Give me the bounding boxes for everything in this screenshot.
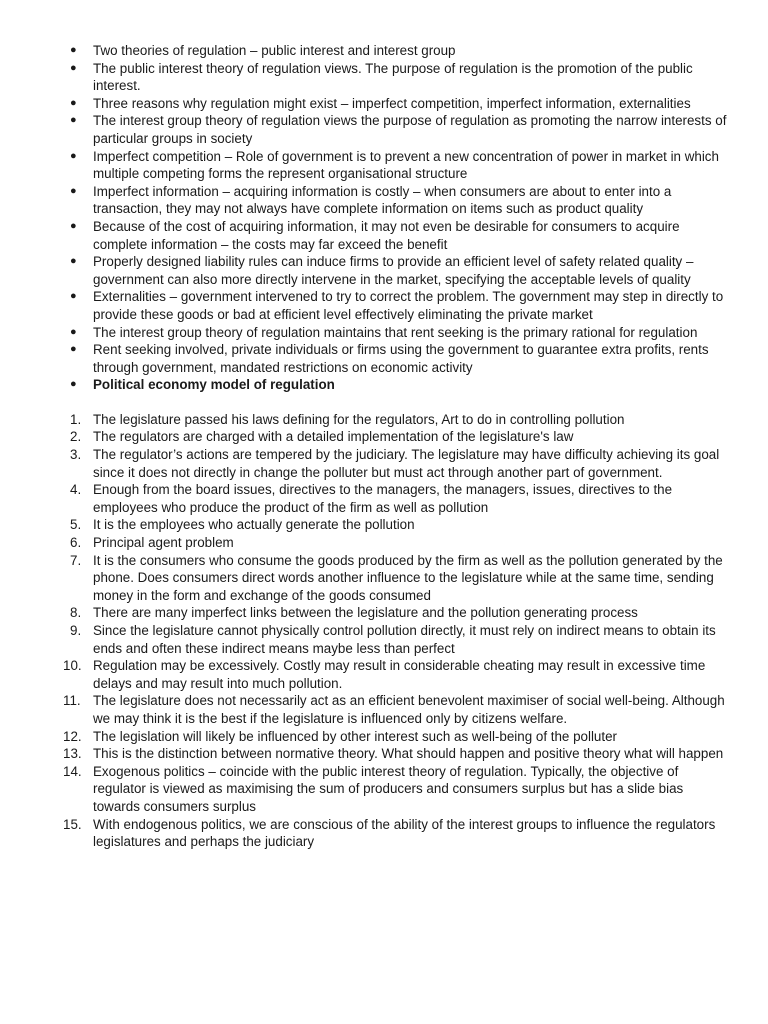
list-item [70,324,728,342]
list-item-text: Externalities – government intervened to try to correct the problem. The government may step in directly to provide these goods or bad at efficient level effectively eliminating the private market [93,289,724,322]
bullet-list [70,42,728,376]
item-number: 6. [70,535,82,551]
bullet-icon: ● [70,255,77,268]
list-item-text: The interest group theory of regulation maintains that rent seeking is the primary rational for regulation [93,324,698,340]
numbered-item [70,481,728,516]
item-number: 2. [70,429,82,445]
list-item [70,288,728,323]
numbered-list [63,411,728,851]
numbered-item [70,428,728,446]
list-item [70,95,728,113]
bullet-icon: ● [70,149,77,162]
list-item-text: Imperfect competition – Role of government is to prevent a new concentration of power in market in which multiple competing forms the represent organisational structure [93,148,719,182]
list-item [70,341,728,376]
item-number: 9. [70,623,82,638]
bullet-icon: ● [70,44,77,56]
numbered-item-text: With endogenous politics, we are conscious of the ability of the interest groups to influence the regulators legislatures and perhaps the judiciary [93,816,716,850]
numbered-item-text: The legislation will likely be influenced by other interest such as well-being of the polluter [93,728,618,744]
list-item-text: The interest group theory of regulation views the purpose of regulation as promoting the narrow interests of particular groups in society [93,113,727,146]
numbered-item [63,816,728,851]
item-number: 14. [63,763,82,779]
numbered-item [70,516,728,534]
numbered-item [63,657,728,692]
numbered-item [70,552,728,605]
bullet-icon: ● [70,325,77,338]
numbered-item [70,446,728,481]
bullet-icon: ● [70,219,77,232]
list-item [70,60,728,95]
section-heading-text: Political economy model of regulation [93,377,335,393]
list-item [70,148,728,183]
section-heading [70,376,728,394]
numbered-item-text: Regulation may be excessively. Costly may result in considerable cheating may result in excessive time delays and may result into much pollution. [93,658,706,691]
list-item [70,218,728,253]
numbered-item-text: It is the employees who actually generate the pollution [93,517,415,533]
numbered-item-text: Exogenous politics – coincide with the public interest theory of regulation. Typically, the objective of regulator is viewed as maximising the sum of producers and consumers surplus but has a slide bias towards consumers surplus [93,763,684,814]
bullet-icon: ● [70,290,77,303]
list-item [70,253,728,288]
item-number: 10. [63,658,82,674]
numbered-item [70,604,728,622]
numbered-item-text: The regulators are charged with a detailed implementation of the legislature's law [93,429,574,445]
bullet-icon: ● [70,343,77,356]
item-number: 4. [70,482,82,498]
item-number: 1. [70,411,82,427]
numbered-item-text: Principal agent problem [93,535,234,551]
list-item-text: Properly designed liability rules can induce firms to provide an efficient level of safety related quality – government can also more directly intervene in the market, specifying the acceptable levels of quality [93,254,694,287]
list-item [70,42,728,60]
bullet-icon: ● [70,114,77,127]
list-item [70,112,728,147]
numbered-item [63,728,728,746]
numbered-item-text: Since the legislature cannot physically control pollution directly, it must rely on indirect means to obtain its ends and often these indirect means maybe less than perfect [93,623,716,656]
item-number: 11. [63,693,81,709]
section-heading-list [70,376,728,394]
numbered-item-text: The legislature does not necessarily act as an efficient benevolent maximiser of social well-being. Although we may think it is the best if the legislature is influenced only by citizens welfare. [93,693,725,726]
item-number: 3. [70,447,82,463]
numbered-item [63,763,728,816]
item-number: 5. [70,517,82,533]
numbered-item [63,692,728,727]
numbered-item-text: It is the consumers who consume the goods produced by the firm as well as the pollution generated by the phone. Does consumers direct words another influence to the legislature while at the same time, sending money in the form and exchange of the goods consumed [93,552,723,603]
list-item-text: The public interest theory of regulation views. The purpose of regulation is the promotion of the public interest. [93,60,693,94]
numbered-item-text: Enough from the board issues, directives to the managers, the managers, issues, directives to the employees who produce the product of the firm as well as pollution [93,482,673,515]
list-item-text: Rent seeking involved, private individuals or firms using the government to guarantee extra profits, rents through government, mandated restrictions on economic activity [93,342,709,375]
numbered-item [70,411,728,429]
item-number: 7. [70,552,82,568]
bullet-icon: ● [70,61,77,74]
numbered-item-text: The regulator’s actions are tempered by the judiciary. The legislature may have difficulty achieving its goal since it does not directly in change the polluter but must act through another part of government. [93,447,720,480]
numbered-item-text: There are many imperfect links between the legislature and the pollution generating process [93,605,638,621]
numbered-item-text: This is the distinction between normative theory. What should happen and positive theory what will happen [93,746,724,762]
numbered-item [63,745,728,763]
bullet-icon: ● [70,378,77,391]
numbered-item-text: The legislature passed his laws defining for the regulators, Art to do in controlling pollution [93,411,625,427]
list-item-text: Imperfect information – acquiring information is costly – when consumers are about to enter into a transaction, they may not always have complete information on items such as product quality [93,183,672,217]
item-number: 8. [70,605,82,621]
list-item-text: Two theories of regulation – public interest and interest group [93,43,456,58]
numbered-item [70,622,728,657]
item-number: 15. [63,816,82,832]
list-item [70,183,728,218]
item-number: 13. [63,746,82,762]
item-number: 12. [63,728,82,744]
bullet-icon: ● [70,184,77,197]
numbered-item [70,534,728,552]
list-item-text: Three reasons why regulation might exist – imperfect competition, imperfect information, externalities [93,95,691,111]
bullet-icon: ● [70,96,77,109]
list-item-text: Because of the cost of acquiring information, it may not even be desirable for consumers to acquire complete information – the costs may far exceed the benefit [93,218,680,252]
